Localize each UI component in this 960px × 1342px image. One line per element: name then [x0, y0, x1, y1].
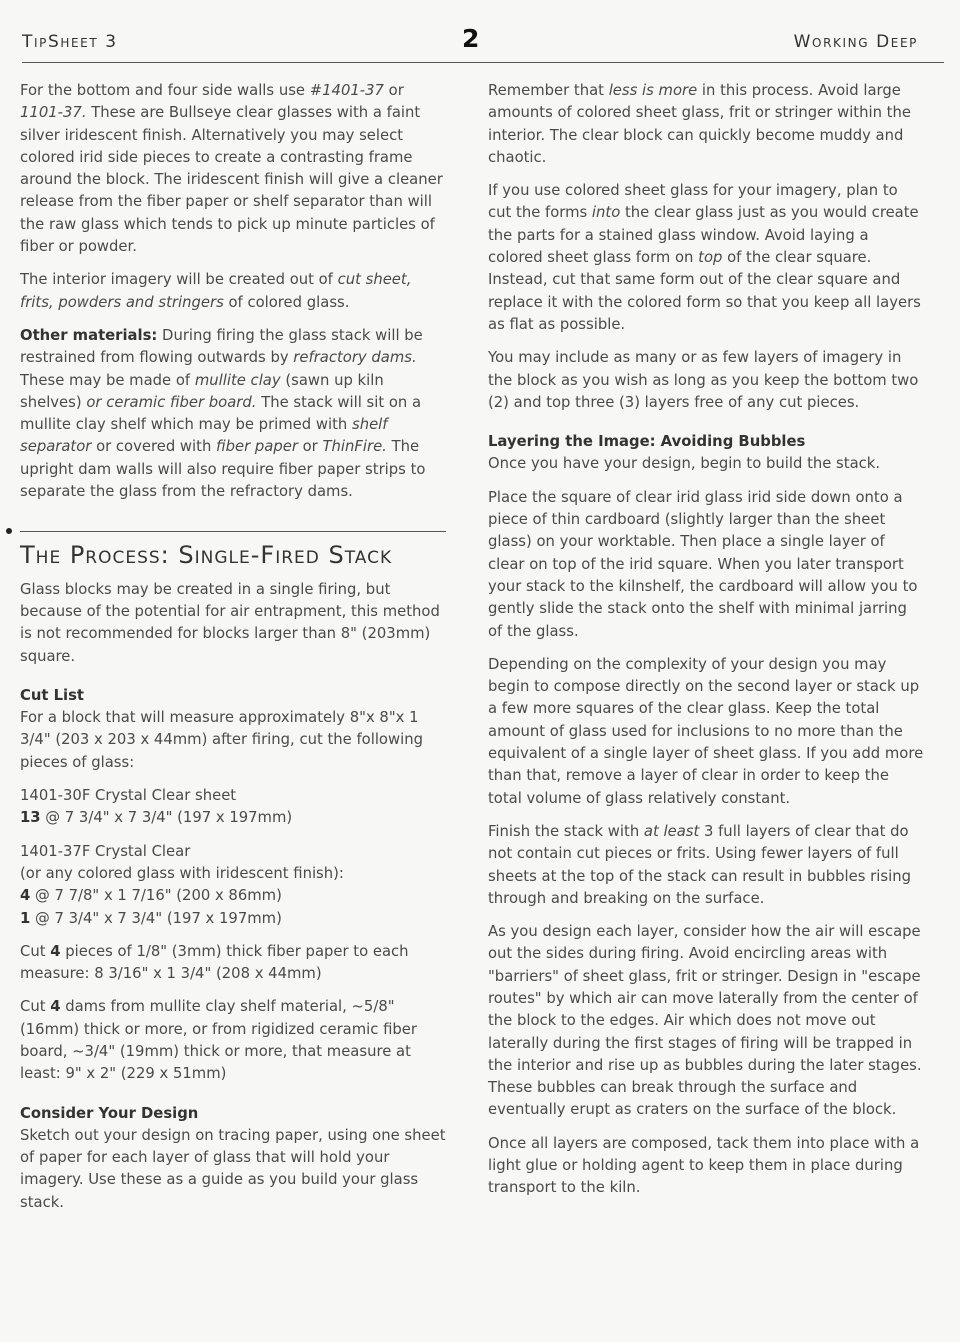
header-rule	[22, 62, 944, 63]
layering-paragraph-2: Depending on the complexity of your design you may begin to compose directly on the second layer or stack up a few more squares of the clear glass. Keep the total amount of glass used for inclusions to no more than the equivalent of a single layer of sheet glass. If you add more than that, remove a layer of clear in order to keep the total volume of glass relatively constant.	[488, 655, 924, 807]
layering-paragraph-5: Once all layers are composed, tack them into place with a light glue or holding agent to keep them in place during transport to the kiln.	[488, 1134, 920, 1197]
section-title: The Process: Single-Fired Stack	[20, 541, 393, 570]
cut-list-dams: Cut 4 dams from mullite clay shelf material, ~5/8" (16mm) thick or more, or from rigidized ceramic fiber board, ~3/4" (19mm) thick or more, that measure at least: 9" x 2" (229 x 51mm)	[20, 998, 417, 1083]
paragraph-colored-sheet: If you use colored sheet glass for your imagery, plan to cut the forms into the clear glass just as you would create the parts for a stained glass window. Avoid laying a colored sheet glass form on top of the clear square. Instead, cut that same form out of the clear square and replace it with the colored form so that you keep all layers as flat as possible.	[488, 182, 921, 333]
design-text: Sketch out your design on tracing paper, using one sheet of paper for each layer of glass that will hold your imagery. Use these as a guide as you build your glass stack.	[20, 1126, 446, 1211]
paragraph-single-firing: Glass blocks may be created in a single firing, but because of the potential for air entrapment, this method is not recommended for blocks larger than 8" (203mm) square.	[20, 580, 440, 665]
cut-list-fiber-paper: Cut 4 pieces of 1/8" (3mm) thick fiber paper to each measure: 8 3/16" x 1 3/4" (208 x 44mm)	[20, 942, 409, 983]
running-header-right: Working Deep	[793, 32, 918, 52]
layering-paragraph-4: As you design each layer, consider how the air will escape out the sides during firing. Avoid encircling areas with "barriers" of sheet glass, frit or stringer. Design in "escape routes" by which air can move laterally from the center of the block to the edges. Air which does not move out laterally during the first stages of firing will be trapped in the interior and rise up as bubbles during the later stages. These bubbles can break through the surface and eventually erupt as craters on the surface of the block.	[488, 923, 922, 1119]
layering-paragraph-1: Place the square of clear irid glass irid side down onto a piece of thin cardboard (slightly larger than the sheet glass) on your worktable. Then place a single layer of clear on top of the irid square. When you later transport your stack to the kilnshelf, the cardboard will allow you to gently slide the stack onto the shelf with minimal jarring of the glass.	[488, 488, 918, 640]
layering-paragraph-3: Finish the stack with at least 3 full layers of clear that do not contain cut pieces or frits. Using fewer layers of full sheets at the top of the stack can result in bubbles rising through and breaking on the surface.	[488, 822, 911, 907]
paragraph-layers: You may include as many or as few layers of imagery in the block as you wish as long as you keep the bottom two (2) and top three (3) layers free of any cut pieces.	[488, 349, 919, 411]
cut-list-item-irid: 1401-37F Crystal Clear (or any colored glass with iridescent finish): 4 @ 7 7/8" x 1 7/16" (200 x 86mm) 1 @ 7 3/4" x 7 3/4" (197 x 197mm)	[20, 842, 344, 927]
layering-heading: Layering the Image: Avoiding Bubbles	[488, 433, 806, 451]
cut-list-item-clear-sheet: 1401-30F Crystal Clear sheet 13 @ 7 3/4" x 7 3/4" (197 x 197mm)	[20, 787, 293, 827]
section-rule	[20, 531, 446, 532]
paragraph-less-is-more: Remember that less is more in this process. Avoid large amounts of colored sheet glass, frit or stringer within the interior. The clear block can quickly become muddy and chaotic.	[488, 82, 911, 166]
design-heading: Consider Your Design	[20, 1104, 199, 1122]
right-column	[488, 80, 924, 1211]
paragraph-interior-imagery: The interior imagery will be created out of cut sheet, frits, powders and stringers of colored glass.	[20, 271, 412, 311]
section-bullet	[6, 528, 12, 534]
running-header-left: TipSheet 3	[22, 32, 118, 52]
cut-list-intro: For a block that will measure approximately 8"x 8"x 1 3/4" (203 x 203 x 44mm) after firing, cut the following pieces of glass:	[20, 709, 423, 771]
page-number: 2	[462, 24, 480, 53]
paragraph-wall-glass: For the bottom and four side walls use #1401-37 or 1101-37. These are Bullseye clear glasses with a faint silver iridescent finish. Alternatively you may select colored irid side pieces to create a contrasting frame around the block. The iridescent finish will give a cleaner release from the fiber paper or shelf separator than will the raw glass which tends to pick up minute particles of fiber or powder.	[20, 82, 443, 256]
paragraph-other-materials: Other materials: During firing the glass stack will be restrained from flowing outwards by refractory dams. These may be made of mullite clay (sawn up kiln shelves) or ceramic fiber board. The stack will sit on a mullite clay shelf which may be primed with shelf separator or covered with fiber paper or ThinFire. The upright dam walls will also require fiber paper strips to separate the glass from the refractory dams.	[20, 326, 426, 501]
layering-intro: Once you have your design, begin to build the stack.	[488, 455, 881, 473]
left-column	[20, 80, 448, 1225]
cut-list-heading: Cut List	[20, 686, 84, 704]
